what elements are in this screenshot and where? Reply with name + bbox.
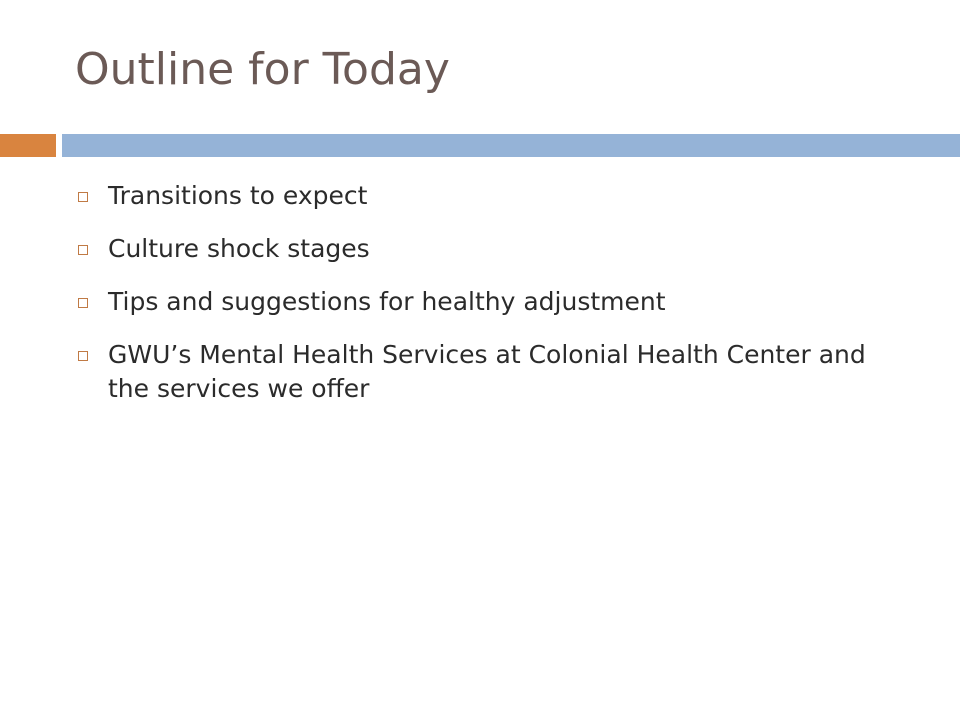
hollow-square-bullet-icon xyxy=(78,351,88,361)
bullet-list xyxy=(75,179,905,425)
bullet-item xyxy=(75,338,905,406)
title-underline-bar xyxy=(62,134,960,157)
hollow-square-bullet-icon xyxy=(78,192,88,202)
bullet-text: Culture shock stages xyxy=(108,234,370,263)
hollow-square-bullet-icon xyxy=(78,298,88,308)
bullet-item xyxy=(75,285,905,319)
hollow-square-bullet-icon xyxy=(78,245,88,255)
bullet-item xyxy=(75,232,905,266)
bullet-text: Tips and suggestions for healthy adjustment xyxy=(108,287,666,316)
bullet-item xyxy=(75,179,905,213)
title-accent-bar xyxy=(0,134,56,157)
bullet-text: GWU’s Mental Health Services at Colonial Health Center and the services we offer xyxy=(108,340,866,403)
bullet-text: Transitions to expect xyxy=(108,181,368,210)
slide-title: Outline for Today xyxy=(75,44,450,95)
